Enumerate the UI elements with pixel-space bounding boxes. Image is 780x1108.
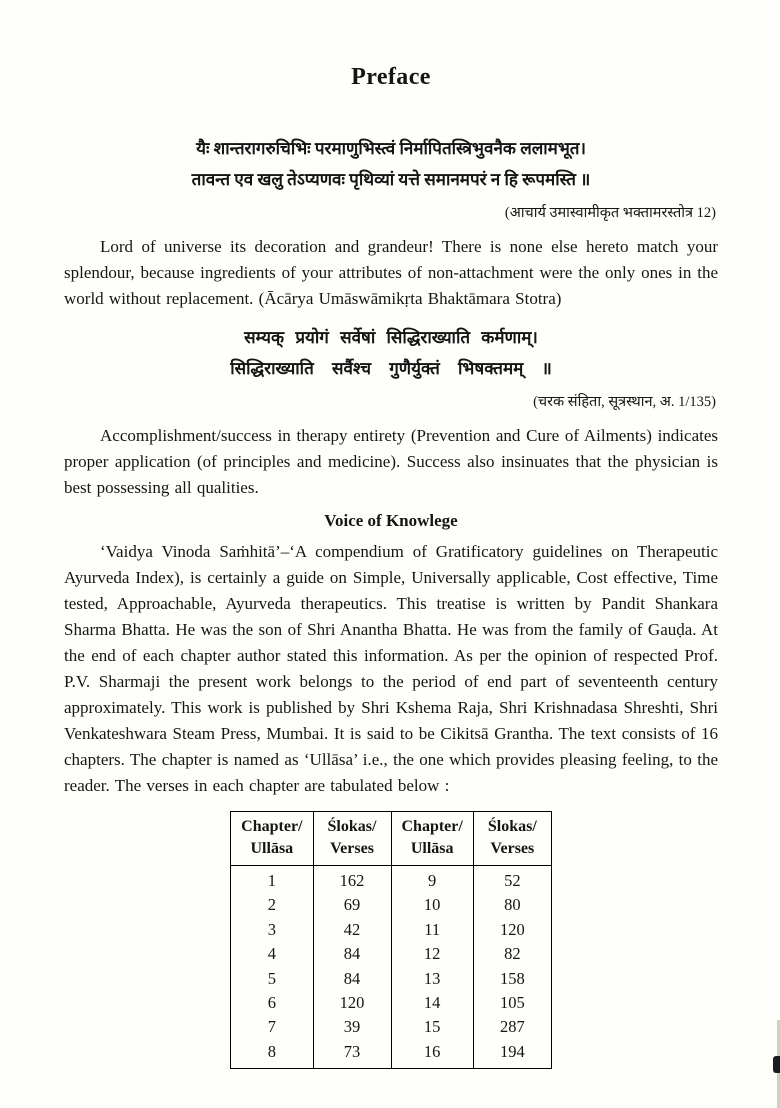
table-cell: 69 bbox=[313, 893, 391, 917]
table-cell: 84 bbox=[313, 942, 391, 966]
table-cell: 162 bbox=[313, 866, 391, 894]
table-cell: 120 bbox=[313, 991, 391, 1015]
table-cell: 158 bbox=[473, 967, 551, 991]
translation-paragraph-2: Accomplishment/success in therapy entirety (Prevention and Cure of Ailments) indicates proper application (of principles and medicine). Success also insinuates that the physician is best possessing all qualities. bbox=[64, 426, 718, 497]
table-cell: 120 bbox=[473, 918, 551, 942]
table-header-cell: Ślokas/ Verses bbox=[473, 812, 551, 866]
table-cell: 9 bbox=[391, 866, 473, 894]
table-cell: 42 bbox=[313, 918, 391, 942]
verse-attribution-1: (आचार्य उमास्वामीकृत भक्तामरस्तोत्र 12) bbox=[504, 205, 716, 221]
table-cell: 13 bbox=[391, 967, 473, 991]
sanskrit-verse-2 bbox=[64, 322, 718, 384]
table-cell: 4 bbox=[231, 942, 313, 966]
table-row bbox=[231, 893, 552, 917]
table-header-cell: Chapter/ Ullāsa bbox=[231, 812, 313, 866]
sanskrit-verse-1 bbox=[64, 133, 718, 195]
table-cell: 287 bbox=[473, 1015, 551, 1039]
table-row bbox=[231, 967, 552, 991]
page-title: Preface bbox=[351, 64, 431, 90]
table-cell: 73 bbox=[313, 1040, 391, 1069]
table-cell: 16 bbox=[391, 1040, 473, 1069]
table-cell: 2 bbox=[231, 893, 313, 917]
table-cell: 105 bbox=[473, 991, 551, 1015]
table-row bbox=[231, 942, 552, 966]
table-cell: 8 bbox=[231, 1040, 313, 1069]
table-row bbox=[231, 1015, 552, 1039]
verse-attribution-2: (चरक संहिता, सूत्रस्थान, अ. 1/135) bbox=[533, 394, 716, 410]
table-cell: 11 bbox=[391, 918, 473, 942]
table-cell: 82 bbox=[473, 942, 551, 966]
table-cell: 80 bbox=[473, 893, 551, 917]
scan-artifact bbox=[773, 1056, 780, 1073]
table-header-row bbox=[231, 812, 552, 866]
table-header-cell: Chapter/ Ullāsa bbox=[391, 812, 473, 866]
table-row bbox=[231, 991, 552, 1015]
table-cell: 12 bbox=[391, 942, 473, 966]
table-cell: 1 bbox=[231, 866, 313, 894]
table-cell: 194 bbox=[473, 1040, 551, 1069]
verse-line: यैः शान्तरागरुचिभिः परमाणुभिस्त्वं निर्मापितस्त्रिभुवनैक ललामभूत। bbox=[196, 139, 586, 158]
table-cell: 39 bbox=[313, 1015, 391, 1039]
table-cell: 5 bbox=[231, 967, 313, 991]
table-cell: 14 bbox=[391, 991, 473, 1015]
verse-line: सिद्धिराख्याति सर्वैश्च गुणैर्युक्तं भिषक्तमम् ॥ bbox=[230, 359, 552, 378]
table-header-cell: Ślokas/ Verses bbox=[313, 812, 391, 866]
chapters-table bbox=[230, 811, 552, 1069]
table-row bbox=[231, 918, 552, 942]
table-row bbox=[231, 866, 552, 894]
table-cell: 84 bbox=[313, 967, 391, 991]
chapter-table-container bbox=[64, 811, 718, 1069]
table-cell: 3 bbox=[231, 918, 313, 942]
table-cell: 10 bbox=[391, 893, 473, 917]
verse-line: तावन्त एव खलु तेऽप्यणवः पृथिव्यां यत्ते समानमपरं न हि रूपमस्ति ॥ bbox=[191, 170, 591, 189]
verse-line: सम्यक् प्रयोगं सर्वेषां सिद्धिराख्याति कर्मणाम्। bbox=[244, 328, 538, 347]
table-row bbox=[231, 1040, 552, 1069]
table-cell: 52 bbox=[473, 866, 551, 894]
table-cell: 6 bbox=[231, 991, 313, 1015]
section-heading: Voice of Knowlege bbox=[324, 511, 458, 530]
table-cell: 7 bbox=[231, 1015, 313, 1039]
table-cell: 15 bbox=[391, 1015, 473, 1039]
body-paragraph: ‘Vaidya Vinoda Saṁhitā’–‘A compendium of Gratificatory guidelines on Therapeutic Ayurveda Index), is certainly a guide on Simple, Universally applicable, Cost effective, Time tested, Approachable, Ayurveda therapeutics. This treatise is written by Pandit Shankara Sharma Bhatta. He was the son of Shri Anantha Bhatta. He was from the family of Gauḍa. At the end of each chapter author stated this information. As per the opinion of respected Prof. P.V. Sharmaji the present work belongs to the period of end part of seventeenth century approximately. This work is published by Shri Kshema Raja, Shri Krishnadasa Shreshti, Shri Venkateshwara Steam Press, Mumbai. It is said to be Cikitsā Grantha. The text consists of 16 chapters. The chapter is named as ‘Ullāsa’ i.e., the one which provides pleasing feeling, to the reader. The verses in each chapter are tabulated below : bbox=[64, 542, 718, 795]
translation-paragraph-1: Lord of universe its decoration and grandeur! There is none else hereto match your splendour, because ingredients of your attributes of non-attachment were the only ones in the world without replacement. (Ācārya Umāswāmikṛta Bhaktāmara Stotra) bbox=[64, 237, 718, 308]
